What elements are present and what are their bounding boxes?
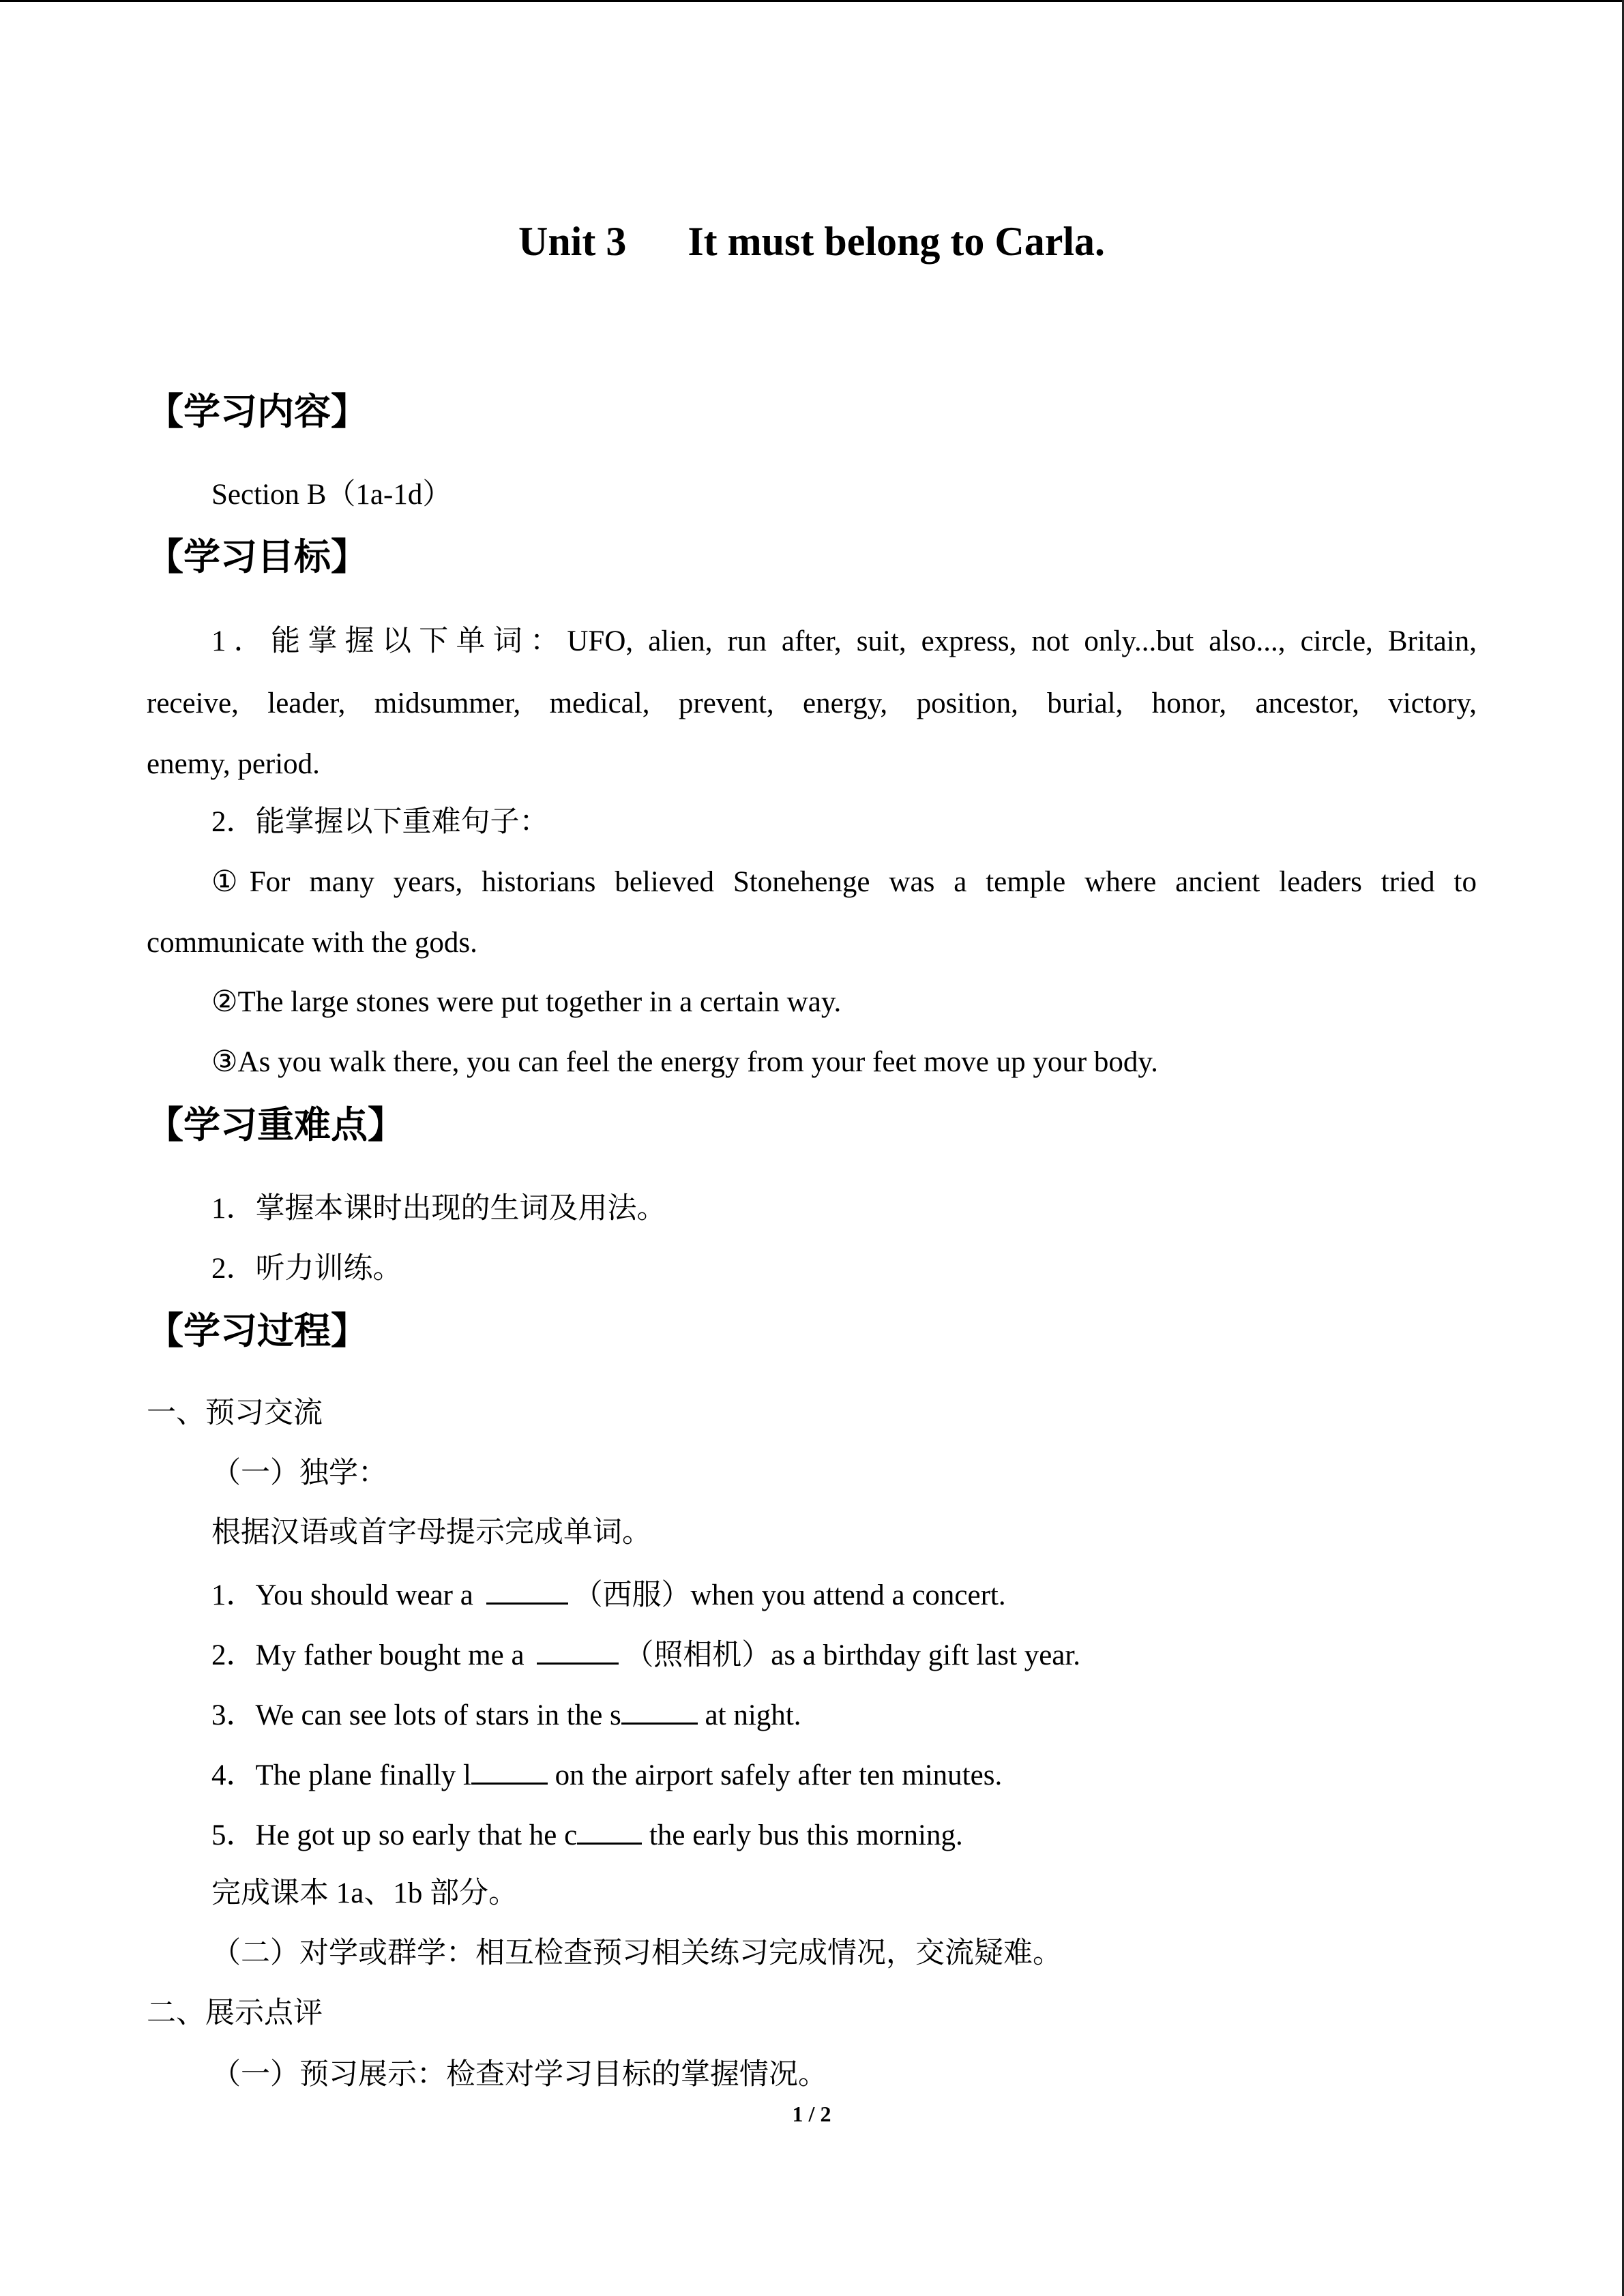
page-number: 1 / 2	[792, 2102, 831, 2126]
heading-learning-goals: 【学习目标】	[147, 535, 368, 578]
section-text: Section B（1a-1d）	[211, 479, 452, 511]
heading-key-points: 【学习重难点】	[147, 1103, 404, 1146]
question-2-blank[interactable]	[537, 1635, 619, 1665]
question-4-text-b: on the airport safely after ten minutes.	[547, 1759, 1003, 1791]
question-4-blank[interactable]	[471, 1755, 548, 1785]
sentence-1-line-2: communicate with the gods.	[147, 927, 477, 959]
question-2-text-b: （照相机）as a birthday gift last year.	[624, 1639, 1081, 1671]
heading-learning-process: 【学习过程】	[147, 1309, 368, 1352]
preview-show: （一）预习展示：检查对学习目标的掌握情况。	[211, 2059, 827, 2091]
question-5-text-a: 5．He got up so early that he c	[211, 1819, 578, 1851]
pair-study: （二）对学或群学：相互检查预习相关练习完成情况，交流疑难。	[211, 1937, 1062, 1969]
sentence-3: ③As you walk there, you can feel the energy from your feet move up your body.	[211, 1046, 1158, 1078]
heading-learning-content: 【学习内容】	[147, 390, 368, 433]
question-4	[211, 1755, 1002, 1795]
question-1-blank[interactable]	[486, 1575, 568, 1605]
key-point-1: 1．掌握本课时出现的生词及用法。	[211, 1193, 666, 1225]
question-3-text-a: 3．We can see lots of stars in the s	[211, 1699, 621, 1731]
question-5	[211, 1815, 963, 1855]
question-3	[211, 1695, 801, 1735]
goal-1-line-1: 1．能掌握以下单词：UFO, alien, run after, suit, express, not only...but also..., circle, Britain,	[211, 625, 1477, 657]
question-4-text-a: 4．The plane finally l	[211, 1759, 471, 1791]
sentence-2: ②The large stones were put together in a certain way.	[211, 986, 842, 1018]
key-point-2: 2．听力训练。	[211, 1253, 402, 1285]
goal-1-line-3: enemy, period.	[147, 748, 320, 780]
self-study-label: （一）独学：	[211, 1457, 387, 1489]
question-2	[211, 1635, 1080, 1675]
question-3-blank[interactable]	[621, 1695, 698, 1725]
part-1-heading: 一、预习交流	[147, 1397, 323, 1429]
question-1-text-a: 1．You should wear a	[211, 1579, 481, 1611]
question-2-text-a: 2．My father bought me a	[211, 1639, 532, 1671]
question-5-blank[interactable]	[577, 1815, 642, 1845]
goal-1-line-2: receive, leader, midsummer, medical, prevent, energy, position, burial, honor, ancestor, victory,	[147, 687, 1477, 719]
part-2-heading: 二、展示点评	[147, 1997, 323, 2029]
question-1	[211, 1575, 1006, 1615]
question-1-text-b: （西服）when you attend a concert.	[573, 1579, 1006, 1611]
exercise-instruction: 根据汉语或首字母提示完成单词。	[211, 1517, 651, 1549]
question-3-text-b: at night.	[697, 1699, 801, 1731]
page-title: Unit 3 It must belong to Carla.	[518, 219, 1105, 264]
sentence-1-line-1: ①For many years, historians believed Stonehenge was a temple where ancient leaders tried to	[211, 866, 1477, 898]
textbook-task: 完成课本 1a、1b 部分。	[211, 1877, 518, 1909]
goal-2: 2．能掌握以下重难句子：	[211, 806, 549, 838]
question-5-text-b: the early bus this morning.	[642, 1819, 963, 1851]
document-page	[147, 0, 1477, 2296]
